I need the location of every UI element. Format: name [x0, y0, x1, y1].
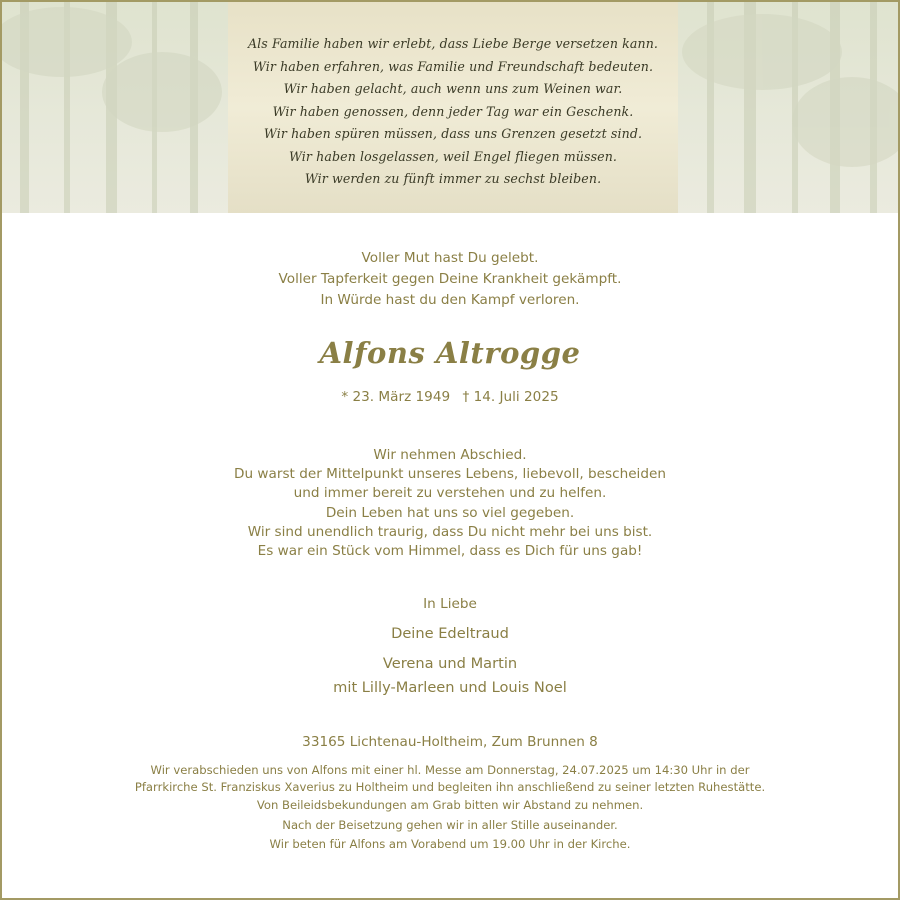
farewell-line: Es war ein Stück vom Himmel, dass es Dich für uns gab!	[257, 543, 643, 560]
family-names-line: mit Lilly-Marleen und Louis Noel	[333, 679, 567, 696]
poem-line: Wir werden zu fünft immer zu sechst bleiben.	[304, 171, 602, 186]
deceased-name: Alfons Altrogge	[319, 336, 581, 370]
spouse-signature	[2, 624, 898, 644]
family-signature	[2, 652, 898, 700]
farewell-line: Wir sind unendlich traurig, dass Du nicht mehr bei uns bist.	[247, 523, 653, 540]
in-love-text: In Liebe	[423, 596, 477, 612]
service-line: Von Beileidsbekundungen am Grab bitten wir Abstand zu nehmen.	[256, 798, 644, 812]
service-line: Wir beten für Alfons am Vorabend um 19.00 Uhr in der Kirche.	[269, 837, 631, 852]
farewell-line: Wir nehmen Abschied.	[373, 447, 527, 463]
poem-line: Wir haben spüren müssen, dass uns Grenzen gesetzt sind.	[263, 126, 643, 141]
death-date: † 14. Juli 2025	[462, 389, 559, 405]
intro-line: Voller Tapferkeit gegen Deine Krankheit gekämpft.	[278, 271, 622, 287]
intro-line: Voller Mut hast Du gelebt.	[361, 250, 539, 266]
address-text: 33165 Lichtenau-Holtheim, Zum Brunnen 8	[302, 734, 598, 750]
service-line: Wir verabschieden uns von Alfons mit einer hl. Messe am Donnerstag, 24.07.2025 um 14:30 Uhr in der	[150, 763, 750, 777]
poem-line: Wir haben losgelassen, weil Engel fliegen müssen.	[288, 148, 618, 164]
poem-line: Wir haben genossen, denn jeder Tag war ein Geschenk.	[272, 103, 634, 119]
poem	[228, 33, 678, 191]
family-names-line: Verena und Martin	[382, 655, 518, 672]
service-details	[2, 763, 898, 855]
in-love-label	[2, 594, 898, 614]
intro-line: In Würde hast du den Kampf verloren.	[320, 292, 580, 308]
farewell-text	[2, 446, 898, 561]
intro-text	[2, 248, 898, 311]
poem-line: Wir haben erfahren, was Familie und Freundschaft bedeuten.	[252, 58, 654, 74]
life-dates	[2, 387, 898, 407]
poem-line: Wir haben gelacht, auch wenn uns zum Weinen war.	[283, 81, 623, 96]
service-line: Pfarrkirche St. Franziskus Xaverius zu Holtheim und begleiten ihn anschließend zu seiner letzten Ruhestätte.	[134, 780, 766, 794]
service-line: Nach der Beisetzung gehen wir in aller Stille auseinander.	[282, 817, 618, 832]
spouse-name: Deine Edeltraud	[391, 625, 509, 642]
farewell-line: Dein Leben hat uns so viel gegeben.	[325, 504, 575, 521]
poem-line: Als Familie haben wir erlebt, dass Liebe Berge versetzen kann.	[247, 36, 659, 51]
mourner-address	[2, 732, 898, 752]
forest-banner-image	[2, 2, 898, 213]
birth-date: * 23. März 1949	[341, 389, 451, 405]
farewell-line: und immer bereit zu verstehen und zu helfen.	[293, 485, 607, 502]
farewell-line: Du warst der Mittelpunkt unseres Lebens, liebevoll, bescheiden	[234, 466, 666, 483]
